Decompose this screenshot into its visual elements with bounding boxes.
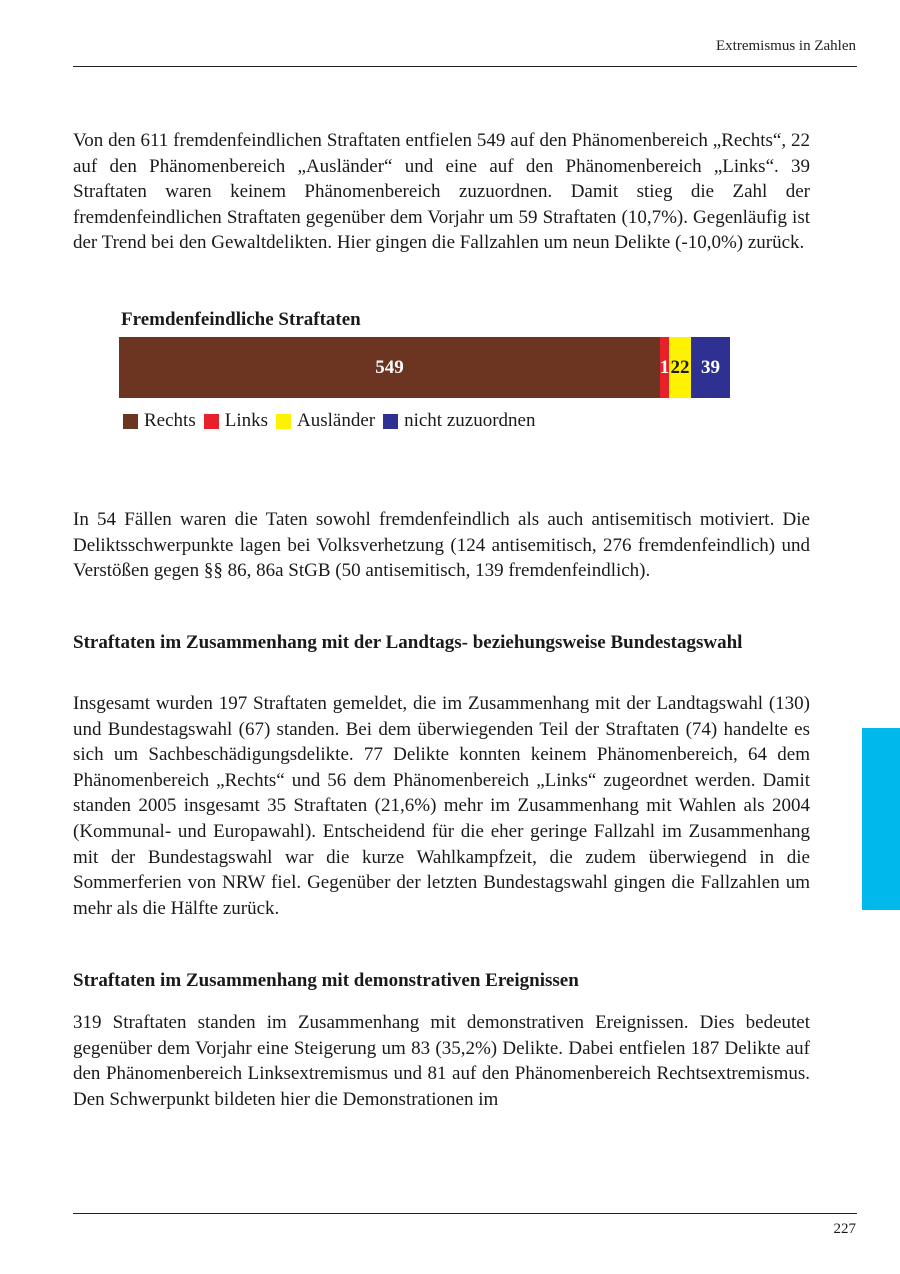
chart-legend bbox=[123, 410, 543, 432]
paragraph-demonstrations: 319 Straftaten standen im Zusammenhang mit demonstrativen Ereignissen. Dies bedeutet gegenüber dem Vorjahr eine Steigerung um 83 (35,2%) Delikte. Dabei entfielen 187 Delikte auf den Phänomenbereich Linksextremismus und 81 auf den Phänomenbereich Rechtsextremismus. Den Schwerpunkt bildeten hier die Demonstrationen im bbox=[73, 1012, 810, 1110]
bar-data-label: 1 bbox=[659, 356, 670, 378]
legend-swatch bbox=[123, 414, 138, 429]
legend-label: Links bbox=[224, 410, 268, 431]
paragraph-intro: Von den 611 fremdenfeindlichen Straftaten entfielen 549 auf den Phänomenbereich „Rechts“, 22 auf den Phänomenbereich „Ausländer“ und eine auf den Phänomenbereich „Links“. 39 Straftaten waren keinem Phänomenbereich zuzuordnen. Damit stieg die Zahl der fremdenfeindlichen Straftaten gegenüber dem Vorjahr um 59 Straftaten (10,7%). Gegenläufig ist der Trend bei den Gewaltdelikten. Hier gingen die Fallzahlen um neun Delikte (-10,0%) zurück. bbox=[73, 130, 810, 254]
bar-segment-links bbox=[660, 337, 669, 398]
legend-swatch bbox=[204, 414, 219, 429]
running-head: Extremismus in Zahlen bbox=[716, 38, 856, 54]
paragraph-elections: Insgesamt wurden 197 Straftaten gemeldet, die im Zusammenhang mit der Landtagswahl (130) und Bundestagswahl (67) standen. Bei dem überwiegenden Teil der Straftaten (74) handelte es sich um Sachbeschädigungsdelikte. 77 Delikte konnten keinem Phänomenbereich, 64 dem Phänomenbereich „Rechts“ und 56 dem Phänomenbereich „Links“ zugeordnet werden. Damit standen 2005 insgesamt 35 Straftaten (21,6%) mehr im Zusammenhang mit Wahlen als 2004 (Kommunal- und Europawahl). Entscheidend für die eher geringe Fallzahl im Zusammenhang mit der Bundestagswahl war die kurze Wahlkampfzeit, die zudem überwiegend in die Sommerferien von NRW fiel. Gegenüber der letzten Bundestagswahl gingen die Fallzahlen um mehr als die Hälfte zurück. bbox=[73, 693, 810, 919]
chart-title: Fremdenfeindliche Straftaten bbox=[121, 309, 361, 330]
section-heading-demonstrations: Straftaten im Zusammenhang mit demonstrativen Ereignissen bbox=[73, 970, 579, 991]
footer-rule bbox=[73, 1213, 857, 1214]
section-heading-elections: Straftaten im Zusammenhang mit der Landtags- beziehungsweise Bundestagswahl bbox=[73, 632, 743, 653]
bar-segment-nicht-zuzuordnen bbox=[691, 337, 730, 398]
legend-label: nicht zuzuordnen bbox=[404, 410, 536, 431]
legend-item bbox=[123, 410, 196, 432]
paragraph-antisemitic: In 54 Fällen waren die Taten sowohl fremdenfeindlich als auch antisemitisch motiviert. Die Deliktsschwerpunkte lagen bei Volksverhetzung (124 antisemitisch, 276 fremdenfeindlich) und Verstößen gegen §§ 86, 86a StGB (50 antisemitisch, 139 fremdenfeindlich). bbox=[73, 509, 810, 582]
page-number: 227 bbox=[833, 1221, 856, 1237]
bar-segment-ausländer bbox=[669, 337, 691, 398]
legend-swatch bbox=[383, 414, 398, 429]
bar-data-label: 22 bbox=[670, 356, 690, 378]
legend-item bbox=[276, 410, 375, 432]
bar-data-label: 39 bbox=[701, 356, 720, 378]
header-rule bbox=[73, 66, 857, 67]
legend-swatch bbox=[276, 414, 291, 429]
chapter-side-tab bbox=[862, 728, 900, 910]
legend-item bbox=[204, 410, 268, 432]
stacked-bar-chart bbox=[119, 337, 730, 398]
bar-data-label: 549 bbox=[375, 356, 404, 378]
bar-segment-rechts bbox=[119, 337, 660, 398]
legend-label: Rechts bbox=[144, 410, 196, 431]
legend-item bbox=[383, 410, 535, 432]
legend-label: Ausländer bbox=[297, 410, 376, 431]
